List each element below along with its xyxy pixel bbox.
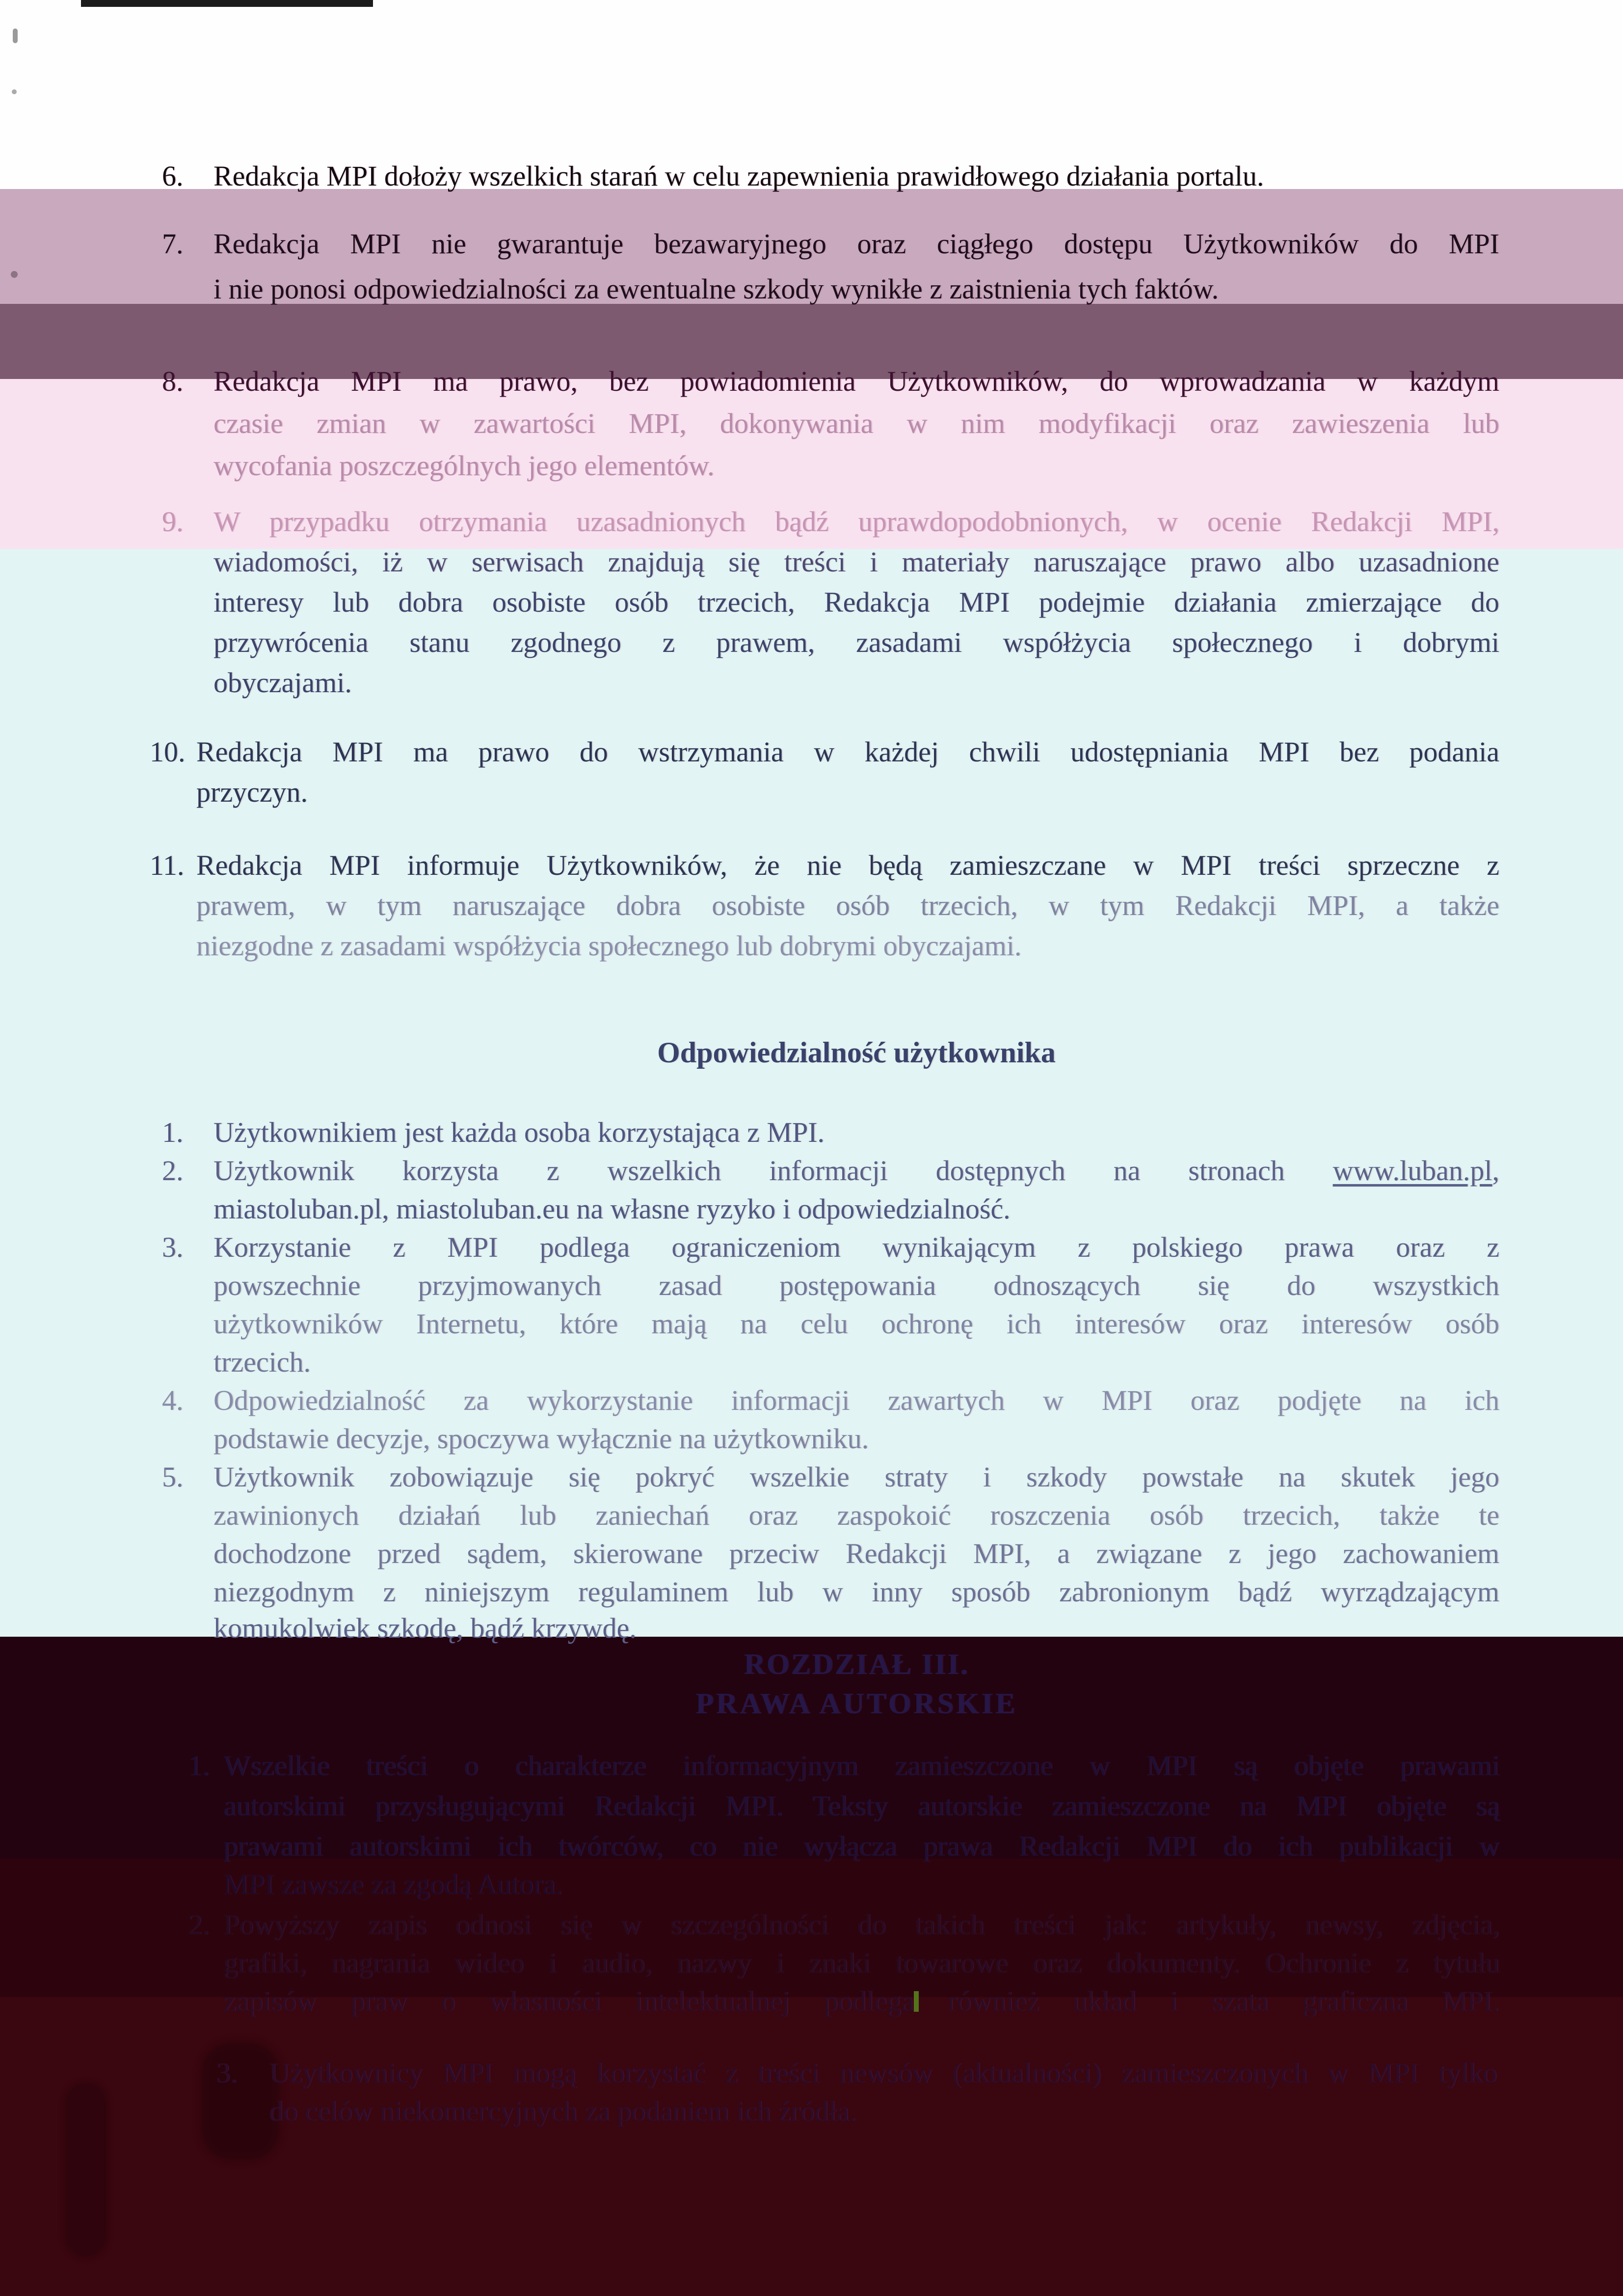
chapter-item-1-line-4: MPI zawsze za zgodą Autora. [223, 1868, 562, 1900]
resp-item-4-line-1: 4. Odpowiedzialność za wykorzystanie informacji zawartych w MPI oraz podjęte na ich [213, 1382, 1499, 1425]
resp-item-3-line-3: użytkowników Internetu, które mają na celu ochronę ich interesów oraz interesów osób [213, 1308, 1499, 1340]
chapter-item-1-line-2: autorskimi przysługującymi Redakcji MPI. Teksty autorskie zamieszczone na MPI objęte są [223, 1790, 1499, 1822]
terms-item-8-line-2: czasie zmian w zawartości MPI, dokonywania w nim modyfikacji oraz zawieszenia lub [213, 407, 1499, 439]
scan-artifact-stain-2 [201, 2042, 280, 2160]
scan-artifact-speck-1 [13, 28, 18, 43]
chapter-item-1-line-3: prawami autorskimi ich twórców, co nie wyłącza prawa Redakcji MPI do ich publikacji w [223, 1830, 1499, 1862]
terms-item-11-number: 11. [150, 849, 185, 881]
resp-item-3-line-4: trzecich. [213, 1346, 311, 1378]
resp-item-5-line-1: 5. Użytkownik zobowiązuje się pokryć wszelkie straty i szkody powstałe na skutek jego [213, 1459, 1499, 1501]
resp-item-5-line-3: dochodzone przed sądem, skierowane przeciw Redakcji MPI, a związane z jego zachowaniem [213, 1538, 1499, 1569]
terms-item-7-line-1: 7. Redakcja MPI nie gwarantuje bezawaryjnego oraz ciągłego dostępu Użytkowników do MPI [213, 226, 1499, 268]
terms-item-7-number: 7. [162, 228, 184, 260]
scan-artifact-speck-2 [12, 89, 17, 94]
chapter-item-3-line-1: 3. Użytkownicy MPI mogą korzystać z treści newsów (aktualności) zamieszczonych w MPI tylko [269, 2055, 1497, 2097]
resp-item-2-number: 2. [162, 1155, 184, 1187]
chapter-item-2-line-2: grafiki, nagrania wideo i audio, nazwy i znaki towarowe oraz dokumenty. Ochronie z tytułu [223, 1947, 1499, 1979]
terms-item-10-line-1: 10. Redakcja MPI ma prawo do wstrzymania w każdej chwili udostępniania MPI bez podania [196, 734, 1499, 776]
terms-item-10-number: 10. [150, 736, 186, 768]
chapter-item-3-line-2: do celów niekomercyjnych za podaniem ich źródła. [269, 2095, 856, 2127]
resp-item-5-line-5: komukolwiek szkodę, bądź krzywdę. [213, 1612, 637, 1644]
terms-item-6-number: 6. [162, 160, 184, 192]
resp-item-5-line-2: zawinionych działań lub zaniechań oraz zaspokoić roszczenia osób trzecich, także te [213, 1499, 1499, 1531]
terms-item-6-line-1: 6. Redakcja MPI dołoży wszelkich starań w celu zapewnienia prawidłowego działania portalu. [213, 158, 1499, 200]
chapter-item-1-line-1: 1. Wszelkie treści o charakterze informacyjnym zamieszczone w MPI są objęte prawami [223, 1748, 1499, 1790]
scan-artifact-speck-3 [11, 271, 18, 278]
terms-item-11-line-3: niezgodne z zasadami współżycia społecznego lub dobrymi obyczajami. [196, 930, 1022, 962]
terms-item-9-line-5: obyczajami. [213, 667, 352, 699]
resp-item-3-line-2: powszechnie przyjmowanych zasad postępowania odnoszących się do wszystkich [213, 1270, 1499, 1301]
terms-item-8-number: 8. [162, 365, 184, 397]
terms-item-9-line-3: interesy lub dobra osobiste osób trzecich, Redakcja MPI podejmie działania zmierzające do [213, 586, 1499, 618]
chapter-item-3-number: 3. [216, 2057, 238, 2089]
chapter-item-2-line-3: zapisów praw o własności intelektualnej podlega również układ i szata graficzna MPI. [223, 1985, 1499, 2017]
chapter-label: ROZDZIAŁ III. [744, 1648, 969, 1680]
scan-artifact-top-bar [81, 0, 373, 7]
terms-item-10-line-2: przyczyn. [196, 776, 308, 808]
chapter-item-1-number: 1. [188, 1750, 210, 1782]
resp-item-2-line-1: 2. Użytkownik korzysta z wszelkich informacji dostępnych na stronach www.luban.pl, [213, 1153, 1499, 1195]
terms-item-9-line-2: wiadomości, iż w serwisach znajdują się treści i materiały naruszające prawo albo uzasadnione [213, 546, 1499, 578]
terms-item-7-line-2: i nie ponosi odpowiedzialności za ewentualne szkody wynikłe z zaistnienia tych faktów. [213, 273, 1219, 305]
resp-item-5-number: 5. [162, 1461, 184, 1493]
resp-item-4-number: 4. [162, 1384, 184, 1416]
resp-item-4-line-2: podstawie decyzje, spoczywa wyłącznie na użytkowniku. [213, 1423, 869, 1455]
luban-link[interactable]: www.luban.pl [1332, 1155, 1492, 1187]
resp-item-5-line-4: niezgodnym z niniejszym regulaminem lub w inny sposób zabronionym bądź wyrządzającym [213, 1576, 1499, 1608]
chapter-item-2-number: 2. [188, 1909, 210, 1941]
resp-item-2-line-2: miastoluban.pl, miastoluban.eu na własne ryzyko i odpowiedzialność. [213, 1193, 1011, 1225]
terms-item-11-line-2: prawem, w tym naruszające dobra osobiste osób trzecich, w tym Redakcji MPI, a także [196, 890, 1499, 921]
scan-artifact-stain-1 [64, 2081, 108, 2258]
section-heading-responsibility: Odpowiedzialność użytkownika [657, 1036, 1056, 1069]
terms-item-9-line-4: przywrócenia stanu zgodnego z prawem, zasadami współżycia społecznego i dobrymi [213, 626, 1499, 658]
terms-item-8-line-3: wycofania poszczególnych jego elementów. [213, 450, 715, 482]
resp-item-1-line-1: 1. Użytkownikiem jest każda osoba korzystająca z MPI. [213, 1114, 1499, 1157]
terms-item-9-line-1: 9. W przypadku otrzymania uzasadnionych bądź uprawdopodobnionych, w ocenie Redakcji MPI, [213, 504, 1499, 546]
chapter-item-2-line-1: 2. Powyższy zapis odnosi się w szczególności do takich treści jak: artykuły, newsy, zdjęcia, [223, 1907, 1499, 1949]
terms-item-9-number: 9. [162, 506, 184, 538]
chapter-heading: PRAWA AUTORSKIE [695, 1687, 1017, 1720]
resp-item-3-number: 3. [162, 1231, 184, 1263]
resp-item-3-line-1: 3. Korzystanie z MPI podlega ograniczeniom wynikającym z polskiego prawa oraz z [213, 1229, 1499, 1271]
terms-item-8-line-1: 8. Redakcja MPI ma prawo, bez powiadomienia Użytkowników, do wprowadzania w każdym [213, 363, 1499, 405]
resp-item-1-number: 1. [162, 1116, 184, 1148]
terms-item-11-line-1: 11. Redakcja MPI informuje Użytkowników, że nie będą zamieszczane w MPI treści sprzeczne z [196, 847, 1499, 890]
